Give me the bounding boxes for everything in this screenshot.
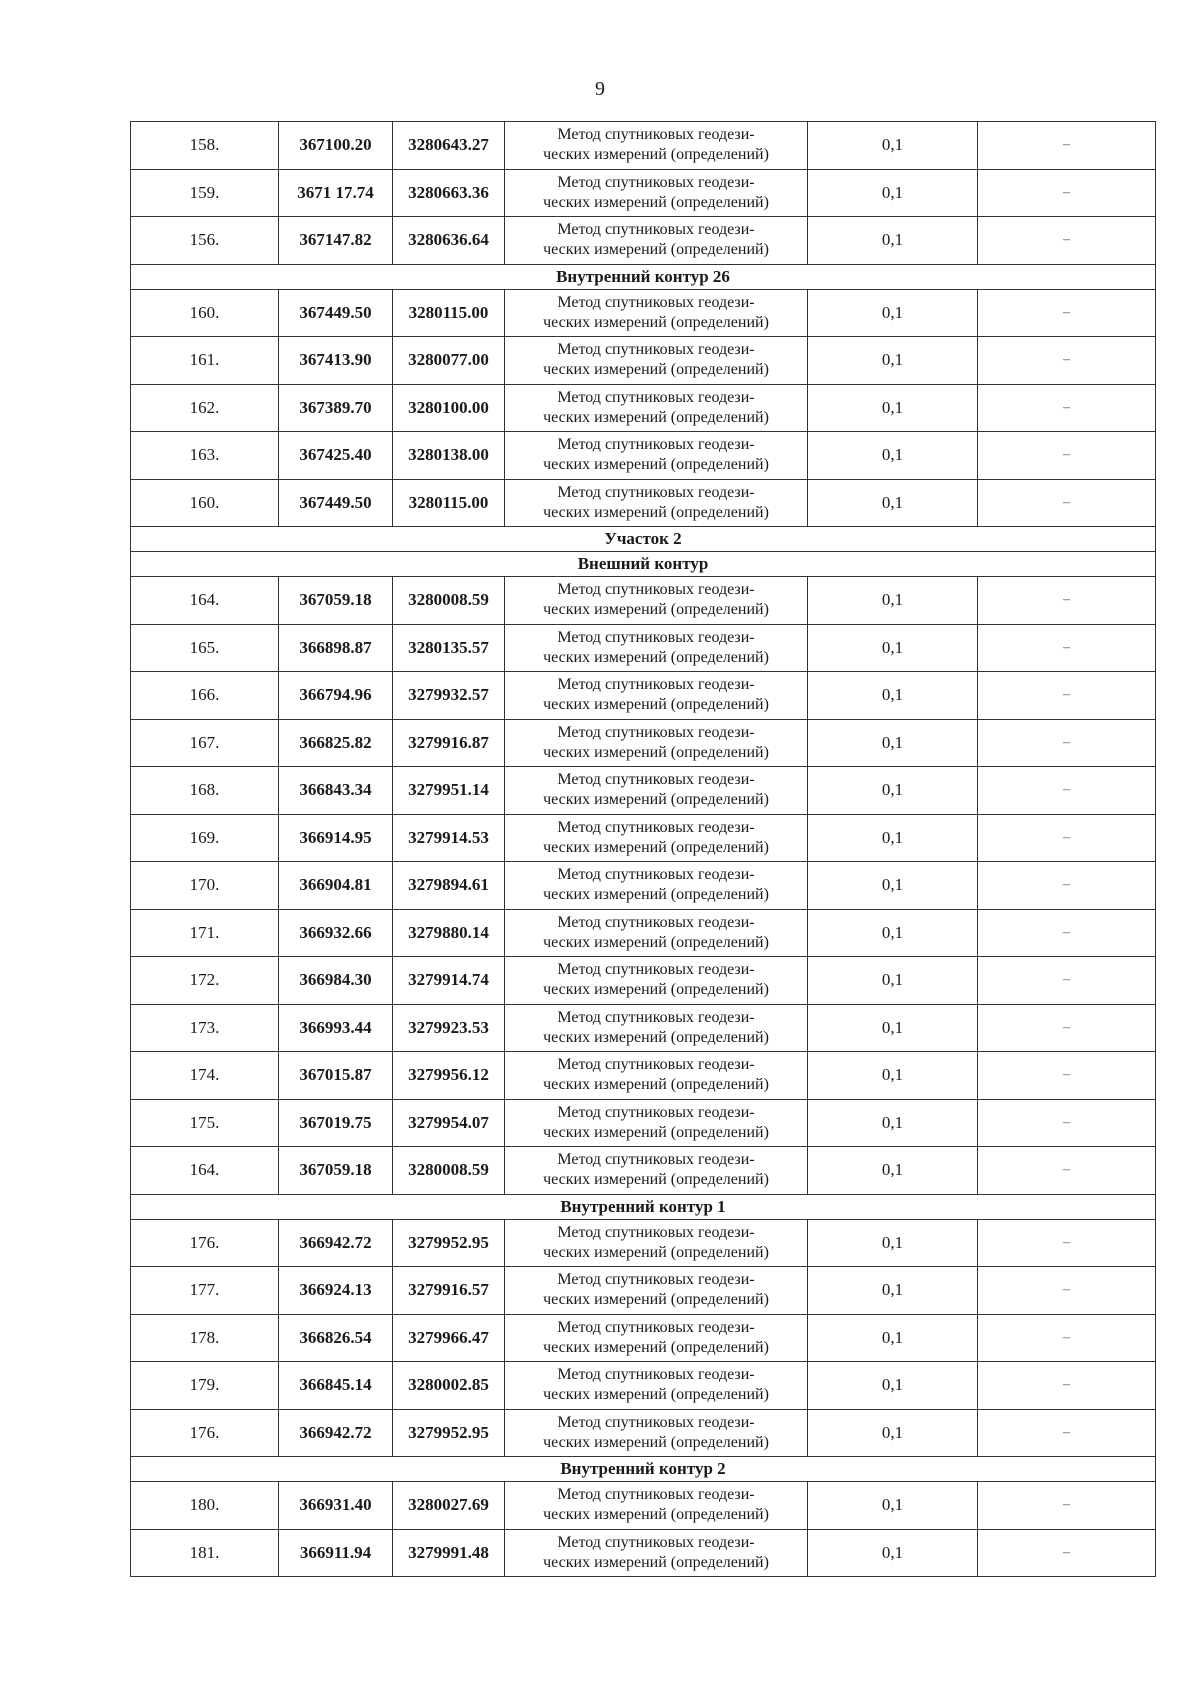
point-number-cell: 181. xyxy=(131,1529,279,1577)
x-coordinate-cell: 367147.82 xyxy=(279,217,393,265)
note-cell: – xyxy=(978,1409,1156,1457)
table-row xyxy=(131,1529,1156,1577)
x-coordinate-cell: 366984.30 xyxy=(279,957,393,1005)
accuracy-cell: 0,1 xyxy=(808,169,978,217)
note-cell: – xyxy=(978,862,1156,910)
method-cell xyxy=(505,1314,808,1362)
accuracy-cell: 0,1 xyxy=(808,1482,978,1530)
accuracy-cell: 0,1 xyxy=(808,1362,978,1410)
point-number-cell: 160. xyxy=(131,479,279,527)
y-coordinate-cell: 3280027.69 xyxy=(393,1482,505,1530)
accuracy-cell: 0,1 xyxy=(808,1529,978,1577)
y-coordinate-cell: 3279954.07 xyxy=(393,1099,505,1147)
point-number-cell: 164. xyxy=(131,577,279,625)
method-cell xyxy=(505,719,808,767)
table-row xyxy=(131,217,1156,265)
accuracy-cell: 0,1 xyxy=(808,217,978,265)
method-cell xyxy=(505,1409,808,1457)
accuracy-cell: 0,1 xyxy=(808,289,978,337)
note-cell: – xyxy=(978,1219,1156,1267)
x-coordinate-cell: 367100.20 xyxy=(279,122,393,170)
method-line-1: Метод спутниковых геодези- xyxy=(557,676,755,694)
section-title: Участок 2 xyxy=(131,527,1156,552)
point-number-cell: 167. xyxy=(131,719,279,767)
method-line-2: ческих измерений (определений) xyxy=(543,743,769,761)
method-line-2: ческих измерений (определений) xyxy=(543,1386,769,1404)
x-coordinate-cell: 366826.54 xyxy=(279,1314,393,1362)
table-row xyxy=(131,672,1156,720)
x-coordinate-cell: 366914.95 xyxy=(279,814,393,862)
method-cell xyxy=(505,862,808,910)
method-cell xyxy=(505,384,808,432)
method-line-2: ческих измерений (определений) xyxy=(543,601,769,619)
x-coordinate-cell: 366911.94 xyxy=(279,1529,393,1577)
method-line-2: ческих измерений (определений) xyxy=(543,981,769,999)
coordinates-table xyxy=(130,121,1156,1577)
point-number-cell: 160. xyxy=(131,289,279,337)
method-line-1: Метод спутниковых геодези- xyxy=(557,771,755,789)
y-coordinate-cell: 3279966.47 xyxy=(393,1314,505,1362)
note-cell: – xyxy=(978,814,1156,862)
section-title: Внутренний контур 2 xyxy=(131,1457,1156,1482)
method-line-1: Метод спутниковых геодези- xyxy=(557,126,755,144)
method-line-2: ческих измерений (определений) xyxy=(543,1243,769,1261)
method-line-2: ческих измерений (определений) xyxy=(543,1028,769,1046)
point-number-cell: 174. xyxy=(131,1052,279,1100)
method-line-1: Метод спутниковых геодези- xyxy=(557,723,755,741)
method-line-1: Метод спутниковых геодези- xyxy=(557,1103,755,1121)
method-line-2: ческих измерений (определений) xyxy=(543,1123,769,1141)
method-cell xyxy=(505,672,808,720)
method-cell xyxy=(505,1219,808,1267)
method-line-2: ческих измерений (определений) xyxy=(543,456,769,474)
note-cell: – xyxy=(978,672,1156,720)
note-cell: – xyxy=(978,957,1156,1005)
page-number: 9 xyxy=(595,78,605,100)
point-number-cell: 180. xyxy=(131,1482,279,1530)
method-line-1: Метод спутниковых геодези- xyxy=(557,1318,755,1336)
x-coordinate-cell: 366932.66 xyxy=(279,909,393,957)
x-coordinate-cell: 367425.40 xyxy=(279,432,393,480)
accuracy-cell: 0,1 xyxy=(808,1267,978,1315)
method-cell xyxy=(505,909,808,957)
y-coordinate-cell: 3279880.14 xyxy=(393,909,505,957)
point-number-cell: 158. xyxy=(131,122,279,170)
method-line-1: Метод спутниковых геодези- xyxy=(557,913,755,931)
method-cell xyxy=(505,169,808,217)
note-cell: – xyxy=(978,1052,1156,1100)
method-line-2: ческих измерений (определений) xyxy=(543,1433,769,1451)
point-number-cell: 177. xyxy=(131,1267,279,1315)
method-line-1: Метод спутниковых геодези- xyxy=(557,1271,755,1289)
section-header-row xyxy=(131,1457,1156,1482)
x-coordinate-cell: 3671 17.74 xyxy=(279,169,393,217)
table-row xyxy=(131,479,1156,527)
y-coordinate-cell: 3279894.61 xyxy=(393,862,505,910)
y-coordinate-cell: 3280100.00 xyxy=(393,384,505,432)
point-number-cell: 164. xyxy=(131,1147,279,1195)
method-cell xyxy=(505,1362,808,1410)
accuracy-cell: 0,1 xyxy=(808,1314,978,1362)
section-title: Внутренний контур 26 xyxy=(131,264,1156,289)
accuracy-cell: 0,1 xyxy=(808,1052,978,1100)
method-line-1: Метод спутниковых геодези- xyxy=(557,818,755,836)
note-cell: – xyxy=(978,1529,1156,1577)
method-cell xyxy=(505,479,808,527)
method-line-1: Метод спутниковых геодези- xyxy=(557,293,755,311)
accuracy-cell: 0,1 xyxy=(808,814,978,862)
method-line-2: ческих измерений (определений) xyxy=(543,1076,769,1094)
table-row xyxy=(131,909,1156,957)
x-coordinate-cell: 366924.13 xyxy=(279,1267,393,1315)
method-line-2: ческих измерений (определений) xyxy=(543,361,769,379)
table-row xyxy=(131,169,1156,217)
x-coordinate-cell: 367059.18 xyxy=(279,577,393,625)
y-coordinate-cell: 3279952.95 xyxy=(393,1409,505,1457)
point-number-cell: 159. xyxy=(131,169,279,217)
method-line-1: Метод спутниковых геодези- xyxy=(557,1366,755,1384)
y-coordinate-cell: 3280115.00 xyxy=(393,289,505,337)
y-coordinate-cell: 3280008.59 xyxy=(393,1147,505,1195)
method-line-2: ческих измерений (определений) xyxy=(543,1171,769,1189)
method-line-1: Метод спутниковых геодези- xyxy=(557,388,755,406)
table-row xyxy=(131,624,1156,672)
note-cell: – xyxy=(978,479,1156,527)
x-coordinate-cell: 366942.72 xyxy=(279,1409,393,1457)
accuracy-cell: 0,1 xyxy=(808,479,978,527)
note-cell: – xyxy=(978,384,1156,432)
method-cell xyxy=(505,1267,808,1315)
accuracy-cell: 0,1 xyxy=(808,432,978,480)
note-cell: – xyxy=(978,1314,1156,1362)
method-cell xyxy=(505,624,808,672)
x-coordinate-cell: 366993.44 xyxy=(279,1004,393,1052)
y-coordinate-cell: 3280135.57 xyxy=(393,624,505,672)
note-cell: – xyxy=(978,1362,1156,1410)
table-row xyxy=(131,814,1156,862)
accuracy-cell: 0,1 xyxy=(808,672,978,720)
section-title: Внутренний контур 1 xyxy=(131,1194,1156,1219)
y-coordinate-cell: 3279932.57 xyxy=(393,672,505,720)
method-line-2: ческих измерений (определений) xyxy=(543,408,769,426)
y-coordinate-cell: 3280077.00 xyxy=(393,337,505,385)
method-line-2: ческих измерений (определений) xyxy=(543,696,769,714)
x-coordinate-cell: 366794.96 xyxy=(279,672,393,720)
table-row xyxy=(131,337,1156,385)
note-cell: – xyxy=(978,289,1156,337)
method-cell xyxy=(505,1052,808,1100)
note-cell: – xyxy=(978,122,1156,170)
y-coordinate-cell: 3280636.64 xyxy=(393,217,505,265)
y-coordinate-cell: 3279914.53 xyxy=(393,814,505,862)
table-row xyxy=(131,432,1156,480)
x-coordinate-cell: 367059.18 xyxy=(279,1147,393,1195)
note-cell: – xyxy=(978,1004,1156,1052)
accuracy-cell: 0,1 xyxy=(808,957,978,1005)
note-cell: – xyxy=(978,169,1156,217)
table-row xyxy=(131,1482,1156,1530)
method-line-1: Метод спутниковых геодези- xyxy=(557,1533,755,1551)
method-cell xyxy=(505,767,808,815)
method-line-1: Метод спутниковых геодези- xyxy=(557,1151,755,1169)
table-row xyxy=(131,1099,1156,1147)
table-row xyxy=(131,767,1156,815)
method-line-2: ческих измерений (определений) xyxy=(543,933,769,951)
y-coordinate-cell: 3279951.14 xyxy=(393,767,505,815)
accuracy-cell: 0,1 xyxy=(808,577,978,625)
method-line-2: ческих измерений (определений) xyxy=(543,1553,769,1571)
method-line-1: Метод спутниковых геодези- xyxy=(557,1056,755,1074)
method-cell xyxy=(505,814,808,862)
section-header-row xyxy=(131,1194,1156,1219)
x-coordinate-cell: 367449.50 xyxy=(279,479,393,527)
accuracy-cell: 0,1 xyxy=(808,1409,978,1457)
method-cell xyxy=(505,1004,808,1052)
x-coordinate-cell: 367015.87 xyxy=(279,1052,393,1100)
point-number-cell: 175. xyxy=(131,1099,279,1147)
accuracy-cell: 0,1 xyxy=(808,384,978,432)
y-coordinate-cell: 3280138.00 xyxy=(393,432,505,480)
x-coordinate-cell: 367413.90 xyxy=(279,337,393,385)
x-coordinate-cell: 366845.14 xyxy=(279,1362,393,1410)
point-number-cell: 162. xyxy=(131,384,279,432)
table-row xyxy=(131,1362,1156,1410)
y-coordinate-cell: 3280643.27 xyxy=(393,122,505,170)
method-cell xyxy=(505,289,808,337)
note-cell: – xyxy=(978,767,1156,815)
method-line-1: Метод спутниковых геодези- xyxy=(557,436,755,454)
y-coordinate-cell: 3279991.48 xyxy=(393,1529,505,1577)
accuracy-cell: 0,1 xyxy=(808,1219,978,1267)
x-coordinate-cell: 366898.87 xyxy=(279,624,393,672)
table-row xyxy=(131,862,1156,910)
note-cell: – xyxy=(978,1482,1156,1530)
table-row xyxy=(131,957,1156,1005)
y-coordinate-cell: 3279952.95 xyxy=(393,1219,505,1267)
note-cell: – xyxy=(978,909,1156,957)
accuracy-cell: 0,1 xyxy=(808,1004,978,1052)
point-number-cell: 172. xyxy=(131,957,279,1005)
accuracy-cell: 0,1 xyxy=(808,337,978,385)
accuracy-cell: 0,1 xyxy=(808,122,978,170)
x-coordinate-cell: 367449.50 xyxy=(279,289,393,337)
method-line-2: ческих измерений (определений) xyxy=(543,791,769,809)
note-cell: – xyxy=(978,624,1156,672)
accuracy-cell: 0,1 xyxy=(808,909,978,957)
method-line-2: ческих измерений (определений) xyxy=(543,1291,769,1309)
method-line-2: ческих измерений (определений) xyxy=(543,886,769,904)
point-number-cell: 169. xyxy=(131,814,279,862)
section-header-row xyxy=(131,552,1156,577)
x-coordinate-cell: 366825.82 xyxy=(279,719,393,767)
method-cell xyxy=(505,337,808,385)
note-cell: – xyxy=(978,1267,1156,1315)
note-cell: – xyxy=(978,1147,1156,1195)
method-line-2: ческих измерений (определений) xyxy=(543,313,769,331)
table-row xyxy=(131,1219,1156,1267)
method-cell xyxy=(505,1147,808,1195)
y-coordinate-cell: 3279956.12 xyxy=(393,1052,505,1100)
point-number-cell: 173. xyxy=(131,1004,279,1052)
point-number-cell: 165. xyxy=(131,624,279,672)
method-line-2: ческих измерений (определений) xyxy=(543,648,769,666)
x-coordinate-cell: 366904.81 xyxy=(279,862,393,910)
method-cell xyxy=(505,217,808,265)
method-cell xyxy=(505,1482,808,1530)
method-line-1: Метод спутниковых геодези- xyxy=(557,1008,755,1026)
method-line-1: Метод спутниковых геодези- xyxy=(557,173,755,191)
method-line-1: Метод спутниковых геодези- xyxy=(557,581,755,599)
y-coordinate-cell: 3280002.85 xyxy=(393,1362,505,1410)
method-line-2: ческих измерений (определений) xyxy=(543,146,769,164)
note-cell: – xyxy=(978,432,1156,480)
point-number-cell: 171. xyxy=(131,909,279,957)
y-coordinate-cell: 3279914.74 xyxy=(393,957,505,1005)
method-line-1: Метод спутниковых геодези- xyxy=(557,628,755,646)
table-row xyxy=(131,289,1156,337)
method-line-2: ческих измерений (определений) xyxy=(543,1506,769,1524)
note-cell: – xyxy=(978,577,1156,625)
x-coordinate-cell: 366931.40 xyxy=(279,1482,393,1530)
method-cell xyxy=(505,1529,808,1577)
method-line-2: ческих измерений (определений) xyxy=(543,193,769,211)
point-number-cell: 176. xyxy=(131,1409,279,1457)
method-line-1: Метод спутниковых геодези- xyxy=(557,961,755,979)
method-cell xyxy=(505,577,808,625)
note-cell: – xyxy=(978,337,1156,385)
table-row xyxy=(131,1052,1156,1100)
section-title: Внешний контур xyxy=(131,552,1156,577)
y-coordinate-cell: 3280663.36 xyxy=(393,169,505,217)
table-row xyxy=(131,1409,1156,1457)
method-cell xyxy=(505,122,808,170)
y-coordinate-cell: 3279923.53 xyxy=(393,1004,505,1052)
x-coordinate-cell: 367019.75 xyxy=(279,1099,393,1147)
table-row xyxy=(131,1004,1156,1052)
method-line-2: ческих измерений (определений) xyxy=(543,1338,769,1356)
method-cell xyxy=(505,432,808,480)
table-row xyxy=(131,384,1156,432)
x-coordinate-cell: 366942.72 xyxy=(279,1219,393,1267)
section-header-row xyxy=(131,264,1156,289)
table-row xyxy=(131,1314,1156,1362)
section-header-row xyxy=(131,527,1156,552)
point-number-cell: 168. xyxy=(131,767,279,815)
accuracy-cell: 0,1 xyxy=(808,1099,978,1147)
coordinates-table-body xyxy=(131,122,1156,1577)
method-line-1: Метод спутниковых геодези- xyxy=(557,1413,755,1431)
point-number-cell: 176. xyxy=(131,1219,279,1267)
y-coordinate-cell: 3279916.87 xyxy=(393,719,505,767)
table-row xyxy=(131,719,1156,767)
point-number-cell: 161. xyxy=(131,337,279,385)
accuracy-cell: 0,1 xyxy=(808,719,978,767)
y-coordinate-cell: 3280008.59 xyxy=(393,577,505,625)
method-line-2: ческих измерений (определений) xyxy=(543,503,769,521)
point-number-cell: 178. xyxy=(131,1314,279,1362)
table-row xyxy=(131,1147,1156,1195)
table-row xyxy=(131,1267,1156,1315)
method-line-2: ческих измерений (определений) xyxy=(543,241,769,259)
note-cell: – xyxy=(978,1099,1156,1147)
x-coordinate-cell: 367389.70 xyxy=(279,384,393,432)
note-cell: – xyxy=(978,719,1156,767)
table-row xyxy=(131,122,1156,170)
method-line-1: Метод спутниковых геодези- xyxy=(557,483,755,501)
point-number-cell: 156. xyxy=(131,217,279,265)
method-cell xyxy=(505,957,808,1005)
method-line-1: Метод спутниковых геодези- xyxy=(557,1486,755,1504)
accuracy-cell: 0,1 xyxy=(808,1147,978,1195)
method-line-1: Метод спутниковых геодези- xyxy=(557,1223,755,1241)
accuracy-cell: 0,1 xyxy=(808,767,978,815)
method-line-1: Метод спутниковых геодези- xyxy=(557,221,755,239)
note-cell: – xyxy=(978,217,1156,265)
point-number-cell: 163. xyxy=(131,432,279,480)
x-coordinate-cell: 366843.34 xyxy=(279,767,393,815)
method-line-1: Метод спутниковых геодези- xyxy=(557,866,755,884)
point-number-cell: 179. xyxy=(131,1362,279,1410)
method-cell xyxy=(505,1099,808,1147)
y-coordinate-cell: 3279916.57 xyxy=(393,1267,505,1315)
method-line-1: Метод спутниковых геодези- xyxy=(557,341,755,359)
accuracy-cell: 0,1 xyxy=(808,862,978,910)
y-coordinate-cell: 3280115.00 xyxy=(393,479,505,527)
accuracy-cell: 0,1 xyxy=(808,624,978,672)
table-row xyxy=(131,577,1156,625)
point-number-cell: 170. xyxy=(131,862,279,910)
point-number-cell: 166. xyxy=(131,672,279,720)
method-line-2: ческих измерений (определений) xyxy=(543,838,769,856)
